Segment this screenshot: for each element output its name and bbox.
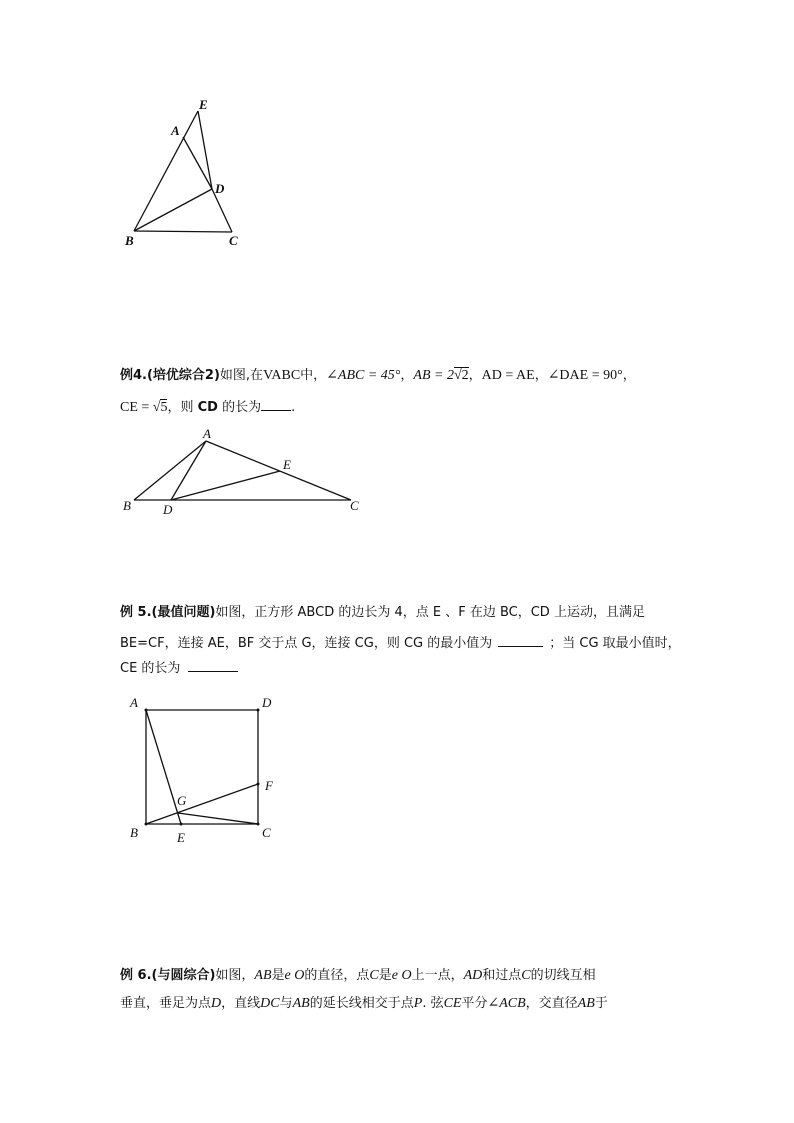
figure-3-square — [122, 690, 282, 850]
label-B: B — [130, 825, 138, 840]
point-C: C — [521, 968, 531, 983]
separator: ， — [622, 368, 636, 383]
radicand: 2 — [461, 368, 469, 383]
example-6-line-1 — [120, 966, 596, 986]
label-D: D — [163, 502, 173, 517]
text: ，交直径 — [525, 996, 578, 1011]
line-DC: DC — [260, 996, 280, 1011]
example-4-line-1 — [120, 366, 636, 386]
condition-angle-abc: ∠ABC = 45° — [326, 368, 401, 383]
example-4-label: 例4. — [120, 368, 147, 383]
label-C: C — [229, 233, 238, 248]
label-B: B — [123, 498, 131, 513]
segment-DE — [171, 471, 280, 500]
example-6-line-2 — [120, 994, 608, 1014]
text: 是 — [271, 968, 285, 983]
segment-AB: AB — [254, 968, 272, 983]
example-5-text: ；当 CG 取最小值时， — [549, 636, 681, 651]
circle-O: e O — [391, 968, 412, 983]
example-5-tag: (最值问题) — [151, 605, 216, 620]
label-C: C — [262, 825, 271, 840]
answer-blank[interactable] — [261, 396, 291, 411]
segment-BA — [134, 441, 206, 500]
point-D: D — [211, 996, 222, 1011]
sqrt-symbol: √2 — [453, 368, 469, 383]
segment-BC — [134, 231, 232, 232]
text: 的直径，点 — [304, 968, 370, 983]
example-5-line-1 — [120, 603, 645, 623]
label-F: F — [265, 778, 273, 793]
condition-ab: AB = 2 — [413, 368, 454, 383]
segment-AC — [206, 441, 351, 500]
text: . 弦 — [422, 996, 444, 1011]
sqrt-symbol: √5 — [152, 400, 168, 415]
label-A: A — [130, 695, 138, 710]
segment-AB: AB — [577, 996, 595, 1011]
label-C: C — [350, 498, 359, 513]
text: 是 — [378, 968, 392, 983]
chord-CE: CE — [443, 996, 462, 1011]
example-5-line-2 — [120, 632, 681, 654]
segment-AD: AD — [463, 968, 483, 983]
example-4-tag: (培优综合2) — [146, 368, 220, 383]
text: 的切线互相 — [530, 968, 596, 983]
text: 上一点， — [411, 968, 464, 983]
text: 于 — [594, 996, 608, 1011]
text: 与 — [279, 996, 293, 1011]
example-6-label: 例 6. — [120, 968, 152, 983]
point-B — [145, 823, 148, 826]
condition-angle-dae: ∠DAE = 90° — [547, 368, 623, 383]
text: ，则 — [167, 400, 198, 415]
circle-O: e O — [284, 968, 305, 983]
point-F — [257, 783, 260, 786]
label-E: E — [177, 830, 185, 845]
point-E — [180, 823, 183, 826]
target-segment: CD — [197, 400, 218, 415]
text: 如图， — [215, 968, 255, 983]
point-C: C — [369, 968, 379, 983]
text: 平分 — [461, 996, 488, 1011]
answer-blank-1[interactable] — [498, 632, 543, 647]
segment-GC — [178, 813, 258, 824]
example-4-line-2 — [120, 396, 295, 418]
point-A — [145, 709, 148, 712]
segment-AB: AB — [292, 996, 310, 1011]
angle-ACB: ∠ACB — [487, 996, 526, 1011]
period: . — [291, 400, 296, 415]
segment-BF — [146, 784, 258, 824]
segment-AD — [171, 441, 206, 500]
text: 的延长线相交于点 — [309, 996, 414, 1011]
text: 中， — [300, 368, 327, 383]
example-6-tag: (与圆综合) — [151, 968, 216, 983]
segment-BE — [134, 111, 198, 231]
label-A: A — [203, 426, 211, 441]
label-E: E — [283, 457, 291, 472]
triangle-name: VABC — [263, 368, 301, 383]
label-E: E — [199, 97, 208, 112]
text: 和过点 — [482, 968, 522, 983]
label-D: D — [215, 181, 225, 196]
condition-ce: CE = — [120, 400, 153, 415]
separator: ， — [400, 368, 414, 383]
text: ，直线 — [221, 996, 261, 1011]
example-5-label: 例 5. — [120, 605, 152, 620]
point-D — [257, 709, 260, 712]
example-4-text: 如图,在 — [219, 368, 264, 383]
label-D: D — [262, 695, 272, 710]
point-C — [257, 823, 260, 826]
text: 的长为 — [217, 400, 262, 415]
separator: ， — [534, 368, 548, 383]
separator: ， — [468, 368, 482, 383]
segment-AE — [146, 710, 181, 824]
label-G: G — [177, 793, 187, 808]
radicand: 5 — [160, 400, 168, 415]
text: 垂直，垂足为点 — [120, 996, 212, 1011]
label-B: B — [125, 233, 134, 248]
example-5-text: CE 的长为 — [120, 661, 181, 676]
figure-1-triangle — [120, 95, 260, 255]
example-5-line-3 — [120, 657, 238, 679]
condition-ad-ae: AD = AE — [481, 368, 535, 383]
square-ABCD — [146, 710, 258, 824]
example-5-text: BE=CF，连接 AE，BF 交于点 G，连接 CG，则 CG 的最小值为 — [120, 636, 493, 651]
point-P: P — [413, 996, 423, 1011]
figure-2-triangle — [118, 425, 368, 520]
label-A: A — [171, 123, 180, 138]
answer-blank-2[interactable] — [188, 657, 238, 672]
example-5-text: 如图，正方形 ABCD 的边长为 4，点 E 、F 在边 BC，CD 上运动，且满足 — [215, 605, 645, 620]
